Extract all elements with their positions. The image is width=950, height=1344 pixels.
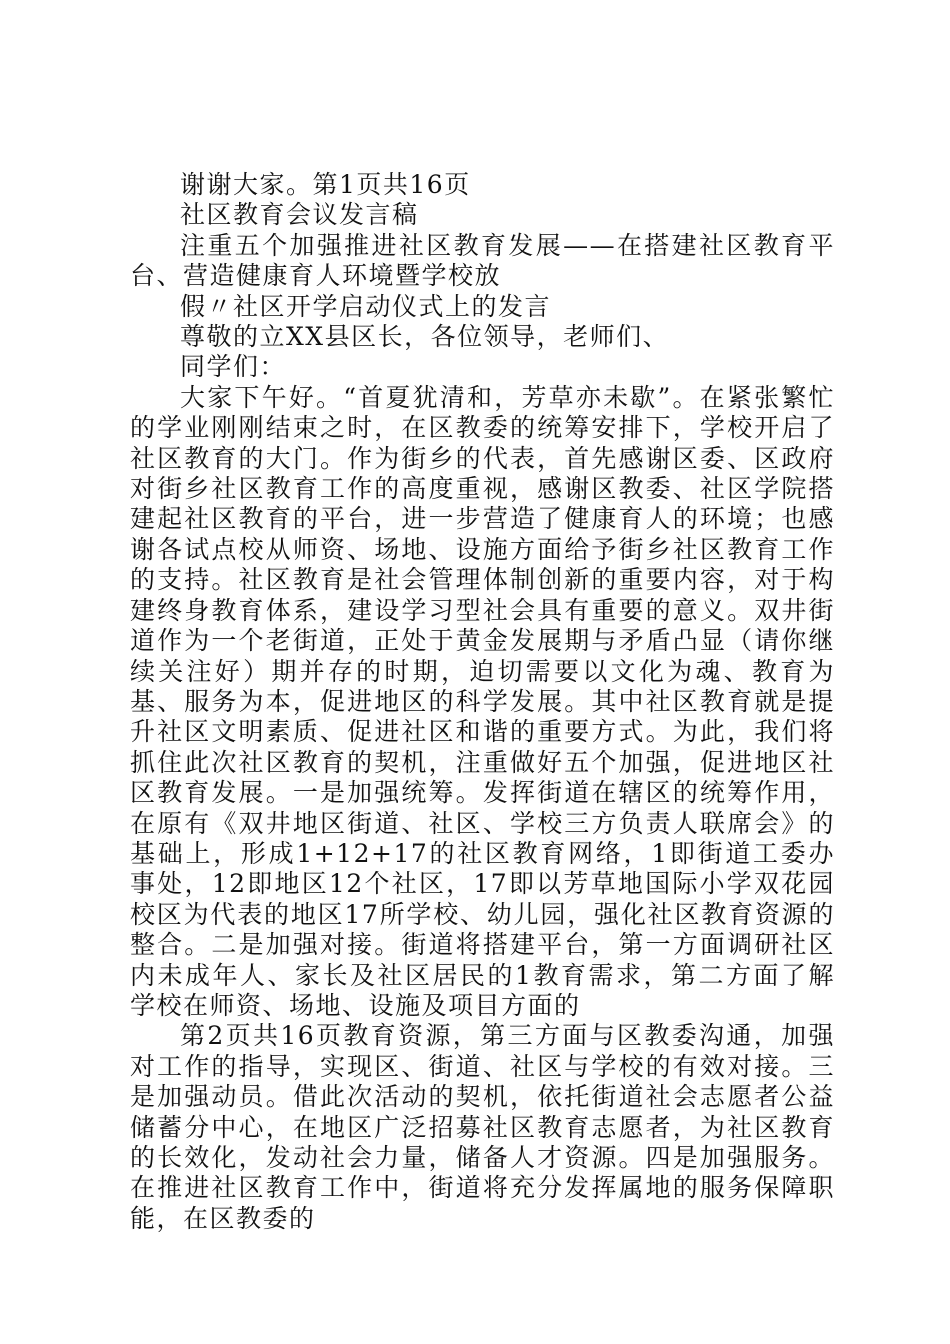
salutation-line: 尊敬的立XX县区长，各位领导，老师们、 bbox=[180, 322, 670, 352]
speech-title-continued: 假〃社区开学启动仪式上的发言 bbox=[180, 291, 552, 321]
speech-title: 注重五个加强推进社区教育发展——在搭建社区教育平台、营造健康育人环境暨学校放 bbox=[130, 230, 835, 291]
salutation-line-continued: 同学们： bbox=[180, 352, 287, 382]
body-paragraph: 大家下午好。“首夏犹清和，芳草亦未歇”。在紧张繁忙的学业刚刚结束之时，在区教委的统筹安排下，学校开启了社区教育的大门。作为街乡的代表，首先感谢区委、区政府对街乡社区教育工作的高度重视，感谢区教委、社区学院搭建起社区教育的平台，进一步营造了健康育人的环境；也感谢各试点校从师资、场地、设施方面给予街乡社区教育工作的支持。社区教育是社会管理体制创新的重要内容，对于构建终身教育体系，建设学习型社会具有重要的意义。双井街道作为一个老街道，正处于黄金发展期与矛盾凸显（请你继续关注好）期并存的时期，迫切需要以文化为魂、教育为基、服务为本，促进地区的科学发展。其中社区教育就是提升社区文明素质、促进社区和谐的重要方式。为此，我们将抓住此次社区教育的契机，注重做好五个加强，促进地区社区教育发展。一是加强统筹。发挥街道在辖区的统筹作用，在原有《双井地区街道、社区、学校三方负责人联席会》的基础上，形成1+12+17的社区教育网络，1即街道工委办事处，12即地区12个社区，17即以芳草地国际小学双花园校区为代表的地区17所学校、幼儿园，强化社区教育资源的整合。二是加强对接。街道将搭建平台，第一方面调研社区内未成年人、家长及社区居民的1教育需求，第二方面了解学校在师资、场地、设施及项目方面的 bbox=[130, 382, 835, 1020]
document-page bbox=[130, 170, 835, 1234]
page-footer-line: 谢谢大家。第1页共16页 bbox=[180, 170, 471, 199]
body-paragraph: 第2页共16页教育资源，第三方面与区教委沟通，加强对工作的指导，实现区、街道、社区与学校的有效对接。三是加强动员。借此次活动的契机，依托街道社会志愿者公益储蓄分中心，在地区广泛招募社区教育志愿者，为社区教育的长效化，发动社会力量，储备人才资源。四是加强服务。在推进社区教育工作中，街道将充分发挥属地的服务保障职能，在区教委的 bbox=[130, 1021, 835, 1233]
document-title: 社区教育会议发言稿 bbox=[180, 200, 419, 230]
